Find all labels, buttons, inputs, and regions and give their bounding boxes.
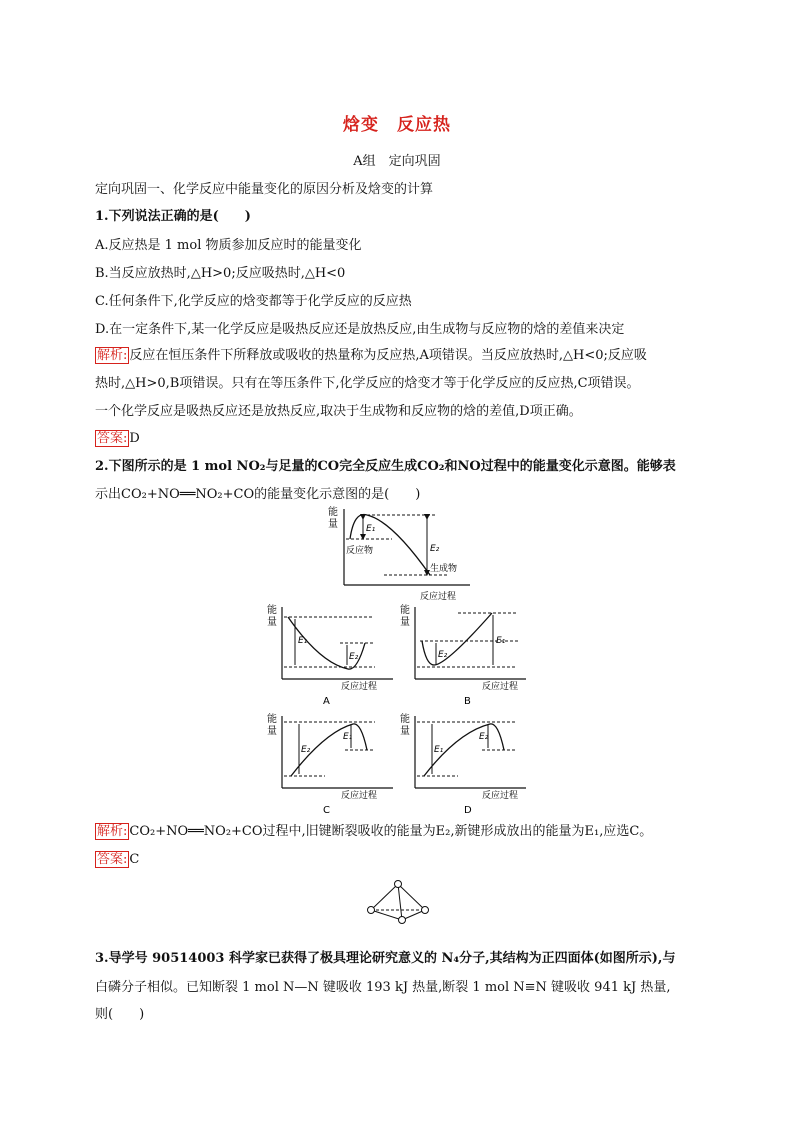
page-title: 焓变 反应热	[343, 115, 451, 135]
option-c-diagram	[265, 712, 395, 817]
option-d-diagram	[398, 712, 528, 817]
option-c-x-label: 反应过程	[341, 791, 378, 801]
option-c-e1: E₁	[343, 732, 353, 742]
analysis-tag: 解析:	[97, 348, 128, 363]
q1-answer-value: D	[129, 431, 140, 446]
option-b-e2: E₂	[438, 650, 448, 660]
q1-analysis-line-1	[95, 344, 647, 363]
option-d-label: D	[464, 805, 472, 816]
product-label: 生成物	[430, 564, 458, 574]
q2-analysis	[95, 820, 652, 839]
option-c-label: C	[323, 805, 330, 816]
option-a-e1: E₁	[298, 636, 308, 646]
q2-stem-line-1	[95, 455, 676, 474]
n4-tetrahedron-diagram	[365, 878, 435, 928]
option-d-e2: E₂	[479, 732, 489, 742]
q1-option-d: D.在一定条件下,某一化学反应是吸热反应还是放热反应,由生成物与反应物的焓的差值来决定	[95, 322, 625, 337]
svg-text:量: 量	[267, 726, 277, 737]
group-subtitle: A组 定向巩固	[353, 154, 441, 169]
option-a-e2: E₂	[349, 652, 359, 662]
x-axis-label: 反应过程	[420, 592, 457, 602]
reactant-label: 反应物	[346, 546, 374, 556]
analysis-tag: 解析:	[97, 824, 128, 839]
option-a-x-label: 反应过程	[341, 682, 378, 692]
option-b-e1: E₁	[496, 636, 506, 646]
option-b-label: B	[464, 696, 471, 707]
q2-answer	[95, 848, 139, 867]
svg-text:量: 量	[267, 617, 277, 628]
svg-text:能: 能	[267, 714, 277, 725]
q2-analysis-text: CO₂+NO══NO₂+CO过程中,旧键断裂吸收的能量为E₂,新键形成放出的能量为E₁,应选C。	[129, 824, 653, 839]
q3-line-3: 则( )	[95, 1007, 145, 1022]
answer-tag: 答案:	[97, 431, 128, 446]
e2-label: E₂	[430, 544, 440, 554]
option-a-diagram	[265, 603, 395, 708]
q3-line-1	[95, 947, 675, 966]
svg-text:能: 能	[400, 605, 410, 616]
y-axis-label-1: 能	[328, 507, 338, 518]
e1-label: E₁	[366, 524, 376, 534]
main-energy-diagram	[322, 503, 472, 603]
option-d-e1: E₁	[434, 745, 444, 755]
option-b-diagram	[398, 603, 528, 708]
option-d-x-label: 反应过程	[482, 791, 519, 801]
answer-tag: 答案:	[97, 852, 128, 867]
q1-stem: 1.下列说法正确的是( )	[95, 209, 251, 224]
svg-text:能: 能	[267, 605, 277, 616]
q1-analysis-line-2: 热时,△H>0,B项错误。只有在等压条件下,化学反应的焓变才等于化学反应的反应热,C项错误。	[95, 376, 640, 391]
section-heading: 定向巩固一、化学反应中能量变化的原因分析及焓变的计算	[95, 182, 434, 197]
svg-text:量: 量	[400, 617, 410, 628]
y-axis-label-2: 量	[328, 519, 338, 530]
q2-stem-line-2: 示出CO₂+NO══NO₂+CO的能量变化示意图的是( )	[95, 487, 421, 502]
q1-option-a: A.反应热是 1 mol 物质参加反应时的能量变化	[95, 238, 362, 253]
q3-line-2: 白磷分子相似。已知断裂 1 mol N—N 键吸收 193 kJ 热量,断裂 1 mol N≡N 键吸收 941 kJ 热量,	[95, 980, 671, 995]
q2-stem-text: 2.下图所示的是 1 mol NO₂与足量的CO完全反应生成CO₂和NO过程中的能量变化示意图。能够表	[95, 459, 676, 474]
svg-text:能: 能	[400, 714, 410, 725]
q1-analysis-line-3: 一个化学反应是吸热反应还是放热反应,取决于生成物和反应物的焓的差值,D项正确。	[95, 404, 582, 419]
q3-stem-text: 3.导学号 90514003 科学家已获得了极具理论研究意义的 N₄分子,其结构为正四面体(如图所示),与	[95, 951, 676, 966]
q1-option-b: B.当反应放热时,△H>0;反应吸热时,△H<0	[95, 266, 346, 281]
option-a-label: A	[323, 696, 330, 707]
q1-option-c: C.任何条件下,化学反应的焓变都等于化学反应的反应热	[95, 294, 412, 309]
q1-analysis-text: 反应在恒压条件下所释放或吸收的热量称为反应热,A项错误。当反应放热时,△H<0;反应吸	[129, 348, 647, 363]
q2-answer-value: C	[129, 852, 140, 867]
option-c-e2: E₂	[301, 745, 311, 755]
option-b-x-label: 反应过程	[482, 682, 519, 692]
q1-answer	[95, 427, 140, 446]
svg-text:量: 量	[400, 726, 410, 737]
